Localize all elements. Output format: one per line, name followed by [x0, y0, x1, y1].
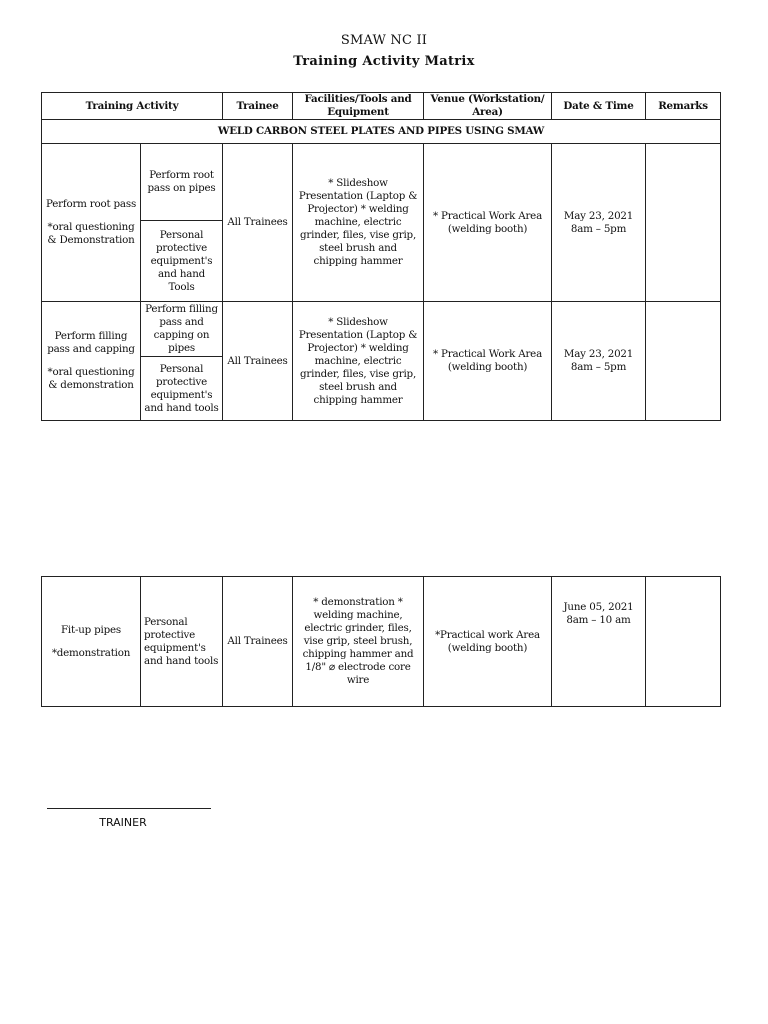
activity-method: *oral questioning & Demonstration [47, 221, 135, 246]
training-matrix-table [41, 92, 721, 421]
sub-activity-cell: Perform filling pass and capping on pipes [141, 302, 223, 357]
facilities-cell: * Slideshow Presentation (Laptop & Projector) * welding machine, electric grinder, files, vise grip, steel brush and chipping hammer [293, 302, 424, 421]
sub-activity-cell: Perform root pass on pipes [141, 144, 223, 221]
table-row [42, 577, 721, 707]
trainee-cell: All Trainees [223, 144, 293, 302]
remarks-cell [646, 302, 721, 421]
table-header-row [42, 93, 721, 120]
activity-method: *oral questioning & demonstration [47, 366, 135, 391]
section-row [42, 120, 721, 144]
fit-up-table [41, 576, 721, 707]
time-text: 8am – 5pm [570, 361, 627, 373]
venue-cell: * Practical Work Area (welding booth) [424, 302, 552, 421]
time-text: 8am – 5pm [570, 222, 627, 235]
activity-cell [42, 577, 141, 707]
activity-name: Perform root pass [45, 198, 137, 210]
date-text: May 23, 2021 [563, 348, 634, 360]
signature-line [47, 808, 211, 809]
remarks-cell [646, 144, 721, 302]
header-trainee: Trainee [223, 93, 293, 120]
activity-name: Fit-up pipes [60, 623, 121, 636]
header-facilities: Facilities/Tools and Equipment [293, 93, 424, 120]
venue-cell: *Practical work Area (welding booth) [424, 577, 552, 707]
signature-label: TRAINER [99, 816, 147, 829]
activity-name: Perform filling pass and capping [47, 330, 135, 355]
document-subtitle: Training Activity Matrix [293, 54, 475, 69]
date-time-cell [552, 144, 646, 302]
sub-activity-cell: Personal protective equipment's and hand tools [141, 357, 223, 421]
date-text: May 23, 2021 [563, 209, 634, 222]
activity-method: *demonstration [51, 646, 131, 659]
facilities-cell: * Slideshow Presentation (Laptop & Projector) * welding machine, electric grinder, files, vise grip, steel brush and chipping hammer [293, 144, 424, 302]
sub-activity-cell: Personal protective equipment's and hand Tools [141, 221, 223, 302]
facilities-cell: * demonstration * welding machine, electric grinder, files, vise grip, steel brush, chipping hammer and 1/8" ⌀ electrode core wire [293, 577, 424, 707]
date-time-cell [552, 302, 646, 421]
remarks-cell [646, 577, 721, 707]
date-time-cell [552, 577, 646, 707]
header-venue: Venue (Workstation/ Area) [424, 93, 552, 120]
table-row [42, 144, 721, 221]
header-date-time: Date & Time [552, 93, 646, 120]
header-training-activity: Training Activity [42, 93, 223, 120]
section-title: WELD CARBON STEEL PLATES AND PIPES USING SMAW [42, 120, 721, 144]
table-row [42, 302, 721, 357]
time-text: 8am – 10 am [566, 614, 631, 626]
venue-cell: * Practical Work Area (welding booth) [424, 144, 552, 302]
activity-cell [42, 144, 141, 302]
activity-cell [42, 302, 141, 421]
trainee-cell: All Trainees [223, 577, 293, 707]
header-remarks: Remarks [646, 93, 721, 120]
date-text: June 05, 2021 [563, 601, 634, 613]
sub-activity-cell: Personal protective equipment's and hand tools [141, 577, 223, 707]
document-title: SMAW NC II [340, 33, 428, 48]
trainee-cell: All Trainees [223, 302, 293, 421]
